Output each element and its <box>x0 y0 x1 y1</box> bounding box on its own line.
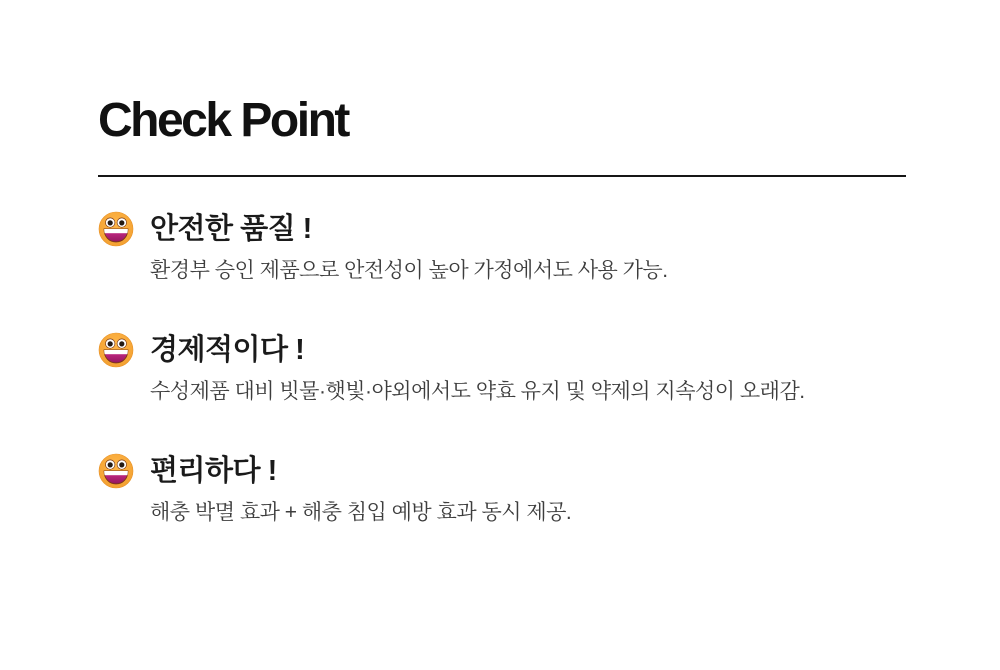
grinning-face-emoji-icon <box>98 332 134 368</box>
check-item-header <box>98 210 905 248</box>
check-item-description: 수성제품 대비 빗물·햇빛·야외에서도 약효 유지 및 약제의 지속성이 오래감. <box>150 380 805 404</box>
page-title: Check Point <box>98 94 348 147</box>
check-item-title: 안전한 품질 ! <box>150 213 312 246</box>
check-item-title: 편리하다 ! <box>150 455 277 488</box>
check-item-quality <box>98 210 905 285</box>
grinning-face-emoji-icon <box>98 211 134 247</box>
title-divider <box>98 175 906 177</box>
grinning-face-emoji-icon <box>98 453 134 489</box>
check-item-description: 해충 박멸 효과 + 해충 침입 예방 효과 동시 제공. <box>150 501 572 525</box>
check-item-economical <box>98 331 905 406</box>
check-item-header <box>98 452 905 490</box>
check-list <box>98 210 905 527</box>
check-item-convenient <box>98 452 905 527</box>
check-item-title: 경제적이다 ! <box>150 334 305 367</box>
check-item-description: 환경부 승인 제품으로 안전성이 높아 가정에서도 사용 가능. <box>150 259 668 283</box>
check-item-header <box>98 331 905 369</box>
